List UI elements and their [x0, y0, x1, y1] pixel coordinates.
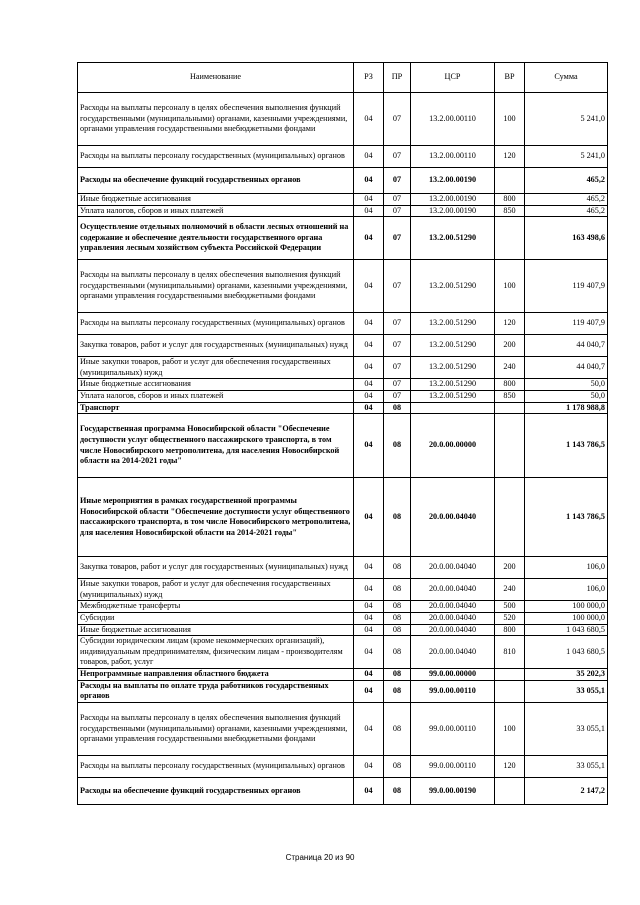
cell-vr: 500	[495, 601, 525, 613]
table-row	[78, 579, 608, 601]
cell-sum: 106,0	[525, 557, 608, 579]
cell-rz: 04	[354, 357, 384, 379]
cell-rz: 04	[354, 579, 384, 601]
cell-sum: 50,0	[525, 379, 608, 391]
cell-pr: 07	[384, 260, 411, 313]
cell-vr: 800	[495, 624, 525, 636]
cell-sum: 5 241,0	[525, 146, 608, 168]
cell-csr: 20.0.00.04040	[411, 636, 495, 669]
cell-pr: 08	[384, 478, 411, 557]
cell-pr: 08	[384, 612, 411, 624]
cell-rz: 04	[354, 402, 384, 414]
cell-name: Расходы на обеспечение функций государственных органов	[78, 168, 354, 194]
table-row	[78, 390, 608, 402]
cell-pr: 08	[384, 579, 411, 601]
cell-rz: 04	[354, 777, 384, 804]
cell-vr: 240	[495, 357, 525, 379]
cell-csr: 13.2.00.00110	[411, 93, 495, 146]
table-row	[78, 680, 608, 702]
table-row	[78, 335, 608, 357]
cell-sum: 33 055,1	[525, 755, 608, 777]
table-row	[78, 669, 608, 681]
cell-name: Межбюджетные трансферты	[78, 601, 354, 613]
cell-pr: 07	[384, 357, 411, 379]
cell-pr: 07	[384, 379, 411, 391]
cell-sum: 163 498,6	[525, 217, 608, 260]
cell-csr: 20.0.00.04040	[411, 612, 495, 624]
cell-rz: 04	[354, 146, 384, 168]
cell-name: Уплата налогов, сборов и иных платежей	[78, 205, 354, 217]
cell-csr: 99.0.00.00110	[411, 755, 495, 777]
table-row	[78, 755, 608, 777]
cell-rz: 04	[354, 217, 384, 260]
cell-vr: 200	[495, 335, 525, 357]
table-row	[78, 93, 608, 146]
table-row	[78, 702, 608, 755]
cell-csr: 99.0.00.00000	[411, 669, 495, 681]
cell-name: Иные мероприятия в рамках государственной программы Новосибирской области "Обеспечение доступности услуг общественного пассажирского транспорта, в том числе Новосибирского метрополитена, для населения Новосибирской области на 2014-2021 годы"	[78, 478, 354, 557]
cell-pr: 08	[384, 402, 411, 414]
cell-name: Расходы на выплаты персоналу в целях обеспечения выполнения функций государственными (муниципальными) органами, казенными учреждениями, органами управления государственными внебюджетными фондами	[78, 260, 354, 313]
cell-sum: 1 143 786,5	[525, 414, 608, 478]
cell-rz: 04	[354, 93, 384, 146]
cell-name: Иные бюджетные ассигнования	[78, 624, 354, 636]
cell-sum: 100 000,0	[525, 612, 608, 624]
cell-vr	[495, 217, 525, 260]
table-row	[78, 636, 608, 669]
cell-csr: 13.2.00.51290	[411, 217, 495, 260]
cell-csr: 20.0.00.00000	[411, 414, 495, 478]
cell-vr: 120	[495, 313, 525, 335]
table-row	[78, 414, 608, 478]
cell-csr: 13.2.00.51290	[411, 335, 495, 357]
cell-vr	[495, 777, 525, 804]
cell-csr: 20.0.00.04040	[411, 579, 495, 601]
cell-vr	[495, 680, 525, 702]
cell-vr: 520	[495, 612, 525, 624]
table-row	[78, 168, 608, 194]
table-body	[78, 93, 608, 805]
cell-csr: 20.0.00.04040	[411, 478, 495, 557]
cell-sum: 106,0	[525, 579, 608, 601]
cell-rz: 04	[354, 379, 384, 391]
cell-csr: 13.2.00.00190	[411, 194, 495, 206]
cell-csr	[411, 402, 495, 414]
header-sum: Сумма	[525, 63, 608, 93]
table-row	[78, 557, 608, 579]
table-row	[78, 194, 608, 206]
header-vr: ВР	[495, 63, 525, 93]
cell-sum: 100 000,0	[525, 601, 608, 613]
cell-csr: 13.2.00.51290	[411, 313, 495, 335]
cell-vr: 100	[495, 260, 525, 313]
cell-sum: 119 407,9	[525, 313, 608, 335]
cell-sum: 2 147,2	[525, 777, 608, 804]
table-row	[78, 205, 608, 217]
cell-vr: 120	[495, 146, 525, 168]
cell-sum: 50,0	[525, 390, 608, 402]
table-header-row	[78, 63, 608, 93]
cell-name: Расходы на выплаты персоналу государственных (муниципальных) органов	[78, 313, 354, 335]
cell-csr: 13.2.00.00190	[411, 205, 495, 217]
cell-name: Осуществление отдельных полномочий в области лесных отношений на содержание и обеспечение деятельности государственного органа управления лесным хозяйством субъекта Российской Федерации	[78, 217, 354, 260]
cell-rz: 04	[354, 601, 384, 613]
cell-rz: 04	[354, 669, 384, 681]
cell-sum: 5 241,0	[525, 93, 608, 146]
cell-vr	[495, 414, 525, 478]
cell-vr	[495, 478, 525, 557]
cell-vr: 240	[495, 579, 525, 601]
cell-name: Непрограммные направления областного бюджета	[78, 669, 354, 681]
table-row	[78, 402, 608, 414]
table-row	[78, 478, 608, 557]
table-row	[78, 313, 608, 335]
cell-sum: 1 043 680,5	[525, 624, 608, 636]
cell-vr: 850	[495, 205, 525, 217]
cell-sum: 44 040,7	[525, 357, 608, 379]
cell-csr: 13.2.00.51290	[411, 260, 495, 313]
cell-pr: 07	[384, 168, 411, 194]
cell-vr	[495, 168, 525, 194]
cell-name: Уплата налогов, сборов и иных платежей	[78, 390, 354, 402]
table-row	[78, 260, 608, 313]
cell-rz: 04	[354, 755, 384, 777]
cell-rz: 04	[354, 313, 384, 335]
cell-rz: 04	[354, 478, 384, 557]
cell-name: Закупка товаров, работ и услуг для государственных (муниципальных) нужд	[78, 335, 354, 357]
cell-vr: 850	[495, 390, 525, 402]
cell-pr: 07	[384, 390, 411, 402]
cell-pr: 07	[384, 93, 411, 146]
cell-name: Расходы на выплаты по оплате труда работников государственных органов	[78, 680, 354, 702]
cell-rz: 04	[354, 557, 384, 579]
cell-vr: 100	[495, 93, 525, 146]
cell-rz: 04	[354, 414, 384, 478]
cell-name: Расходы на выплаты персоналу государственных (муниципальных) органов	[78, 146, 354, 168]
cell-name: Иные бюджетные ассигнования	[78, 379, 354, 391]
cell-sum: 465,2	[525, 194, 608, 206]
cell-csr: 13.2.00.00110	[411, 146, 495, 168]
cell-sum: 33 055,1	[525, 702, 608, 755]
header-csr: ЦСР	[411, 63, 495, 93]
table-row	[78, 601, 608, 613]
cell-vr	[495, 669, 525, 681]
cell-pr: 07	[384, 146, 411, 168]
cell-name: Государственная программа Новосибирской области "Обеспечение доступности услуг общественного пассажирского транспорта, в том числе Новосибирского метрополитена, для населения Новосибирской области на 2014-2021 годы"	[78, 414, 354, 478]
cell-rz: 04	[354, 636, 384, 669]
cell-csr: 20.0.00.04040	[411, 601, 495, 613]
cell-csr: 13.2.00.51290	[411, 379, 495, 391]
cell-name: Транспорт	[78, 402, 354, 414]
table-row	[78, 777, 608, 804]
table-row	[78, 217, 608, 260]
cell-pr: 08	[384, 557, 411, 579]
cell-rz: 04	[354, 624, 384, 636]
cell-sum: 1 043 680,5	[525, 636, 608, 669]
table-row	[78, 612, 608, 624]
cell-sum: 33 055,1	[525, 680, 608, 702]
cell-pr: 08	[384, 777, 411, 804]
cell-rz: 04	[354, 612, 384, 624]
cell-name: Иные закупки товаров, работ и услуг для обеспечения государственных (муниципальных) нужд	[78, 579, 354, 601]
cell-sum: 465,2	[525, 168, 608, 194]
cell-name: Расходы на выплаты персоналу в целях обеспечения выполнения функций государственными (муниципальными) органами, казенными учреждениями, органами управления государственными внебюджетными фондами	[78, 702, 354, 755]
cell-csr: 13.2.00.00190	[411, 168, 495, 194]
header-pr: ПР	[384, 63, 411, 93]
cell-vr: 810	[495, 636, 525, 669]
cell-name: Расходы на выплаты персоналу в целях обеспечения выполнения функций государственными (муниципальными) органами, казенными учреждениями, органами управления государственными внебюджетными фондами	[78, 93, 354, 146]
cell-vr: 100	[495, 702, 525, 755]
cell-csr: 99.0.00.00190	[411, 777, 495, 804]
cell-vr	[495, 402, 525, 414]
cell-sum: 44 040,7	[525, 335, 608, 357]
cell-pr: 07	[384, 194, 411, 206]
cell-sum: 465,2	[525, 205, 608, 217]
cell-name: Иные закупки товаров, работ и услуг для обеспечения государственных (муниципальных) нужд	[78, 357, 354, 379]
cell-pr: 08	[384, 414, 411, 478]
cell-csr: 13.2.00.51290	[411, 357, 495, 379]
cell-vr: 800	[495, 379, 525, 391]
table-row	[78, 624, 608, 636]
cell-pr: 08	[384, 601, 411, 613]
cell-name: Расходы на обеспечение функций государственных органов	[78, 777, 354, 804]
cell-csr: 99.0.00.00110	[411, 702, 495, 755]
cell-rz: 04	[354, 335, 384, 357]
cell-csr: 13.2.00.51290	[411, 390, 495, 402]
cell-pr: 07	[384, 205, 411, 217]
cell-sum: 35 202,3	[525, 669, 608, 681]
table-row	[78, 146, 608, 168]
table-row	[78, 379, 608, 391]
cell-pr: 07	[384, 313, 411, 335]
cell-rz: 04	[354, 205, 384, 217]
cell-csr: 99.0.00.00110	[411, 680, 495, 702]
cell-pr: 08	[384, 624, 411, 636]
cell-name: Закупка товаров, работ и услуг для государственных (муниципальных) нужд	[78, 557, 354, 579]
cell-rz: 04	[354, 194, 384, 206]
cell-name: Расходы на выплаты персоналу государственных (муниципальных) органов	[78, 755, 354, 777]
cell-vr: 120	[495, 755, 525, 777]
cell-pr: 07	[384, 335, 411, 357]
cell-rz: 04	[354, 260, 384, 313]
cell-sum: 119 407,9	[525, 260, 608, 313]
page-number: Страница 20 из 90	[285, 853, 355, 862]
header-rz: РЗ	[354, 63, 384, 93]
cell-name: Субсидии	[78, 612, 354, 624]
cell-vr: 200	[495, 557, 525, 579]
cell-sum: 1 143 786,5	[525, 478, 608, 557]
cell-rz: 04	[354, 168, 384, 194]
table-row	[78, 357, 608, 379]
cell-pr: 08	[384, 669, 411, 681]
cell-pr: 08	[384, 636, 411, 669]
cell-csr: 20.0.00.04040	[411, 557, 495, 579]
header-name: Наименование	[78, 63, 354, 93]
cell-name: Субсидии юридическим лицам (кроме некоммерческих организаций), индивидуальным предпринимателям, физическим лицам - производителям товаров, работ, услуг	[78, 636, 354, 669]
cell-pr: 08	[384, 680, 411, 702]
cell-pr: 08	[384, 755, 411, 777]
cell-rz: 04	[354, 390, 384, 402]
budget-table	[77, 62, 608, 805]
cell-pr: 07	[384, 217, 411, 260]
cell-rz: 04	[354, 702, 384, 755]
cell-name: Иные бюджетные ассигнования	[78, 194, 354, 206]
cell-sum: 1 178 988,8	[525, 402, 608, 414]
cell-vr: 800	[495, 194, 525, 206]
cell-pr: 08	[384, 702, 411, 755]
cell-csr: 20.0.00.04040	[411, 624, 495, 636]
cell-rz: 04	[354, 680, 384, 702]
